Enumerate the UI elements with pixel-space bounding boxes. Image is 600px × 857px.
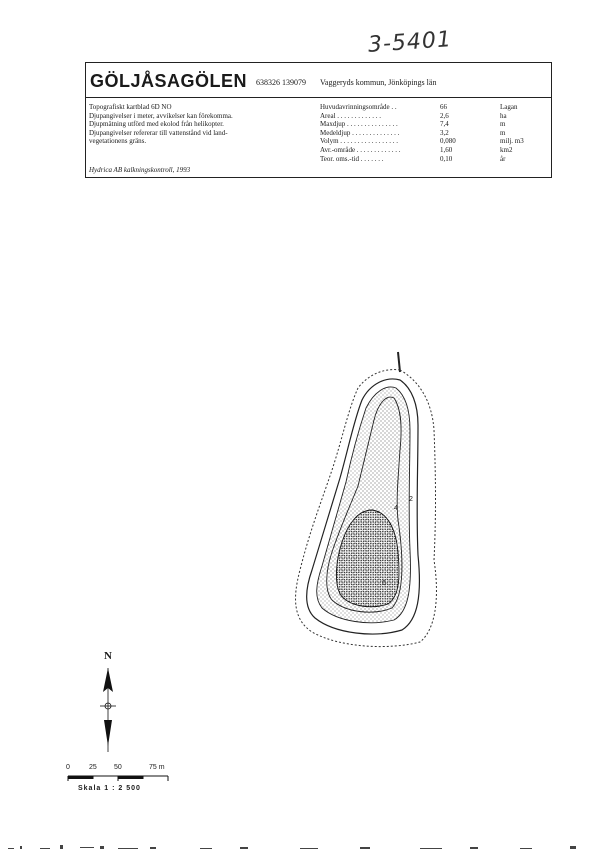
- stat-unit: km2: [500, 145, 513, 154]
- scale-bar: [68, 776, 168, 781]
- scan-noise: [8, 845, 576, 849]
- stat-unit: Lagan: [500, 103, 518, 111]
- scale-tick-50: 50: [114, 764, 122, 771]
- scale-text: Skala 1 : 2 500: [78, 785, 141, 792]
- north-arrow-icon: [100, 668, 116, 752]
- stat-label: Areal . . . . . . . . . . . . .: [320, 111, 382, 120]
- depth-label-2: 2: [409, 496, 413, 503]
- stat-value: 1,60: [440, 145, 453, 154]
- stat-unit: ha: [500, 111, 507, 120]
- note-line: vegetationens gräns.: [89, 137, 147, 146]
- handwritten-id: 3-5401: [367, 27, 453, 58]
- stat-value: 7,4: [440, 120, 449, 129]
- scale-tick-75: 75 m: [149, 764, 165, 771]
- stat-value: 66: [440, 103, 447, 111]
- stat-unit: milj. m3: [500, 137, 524, 146]
- stat-value: 3,2: [440, 128, 449, 137]
- coordinates: 638326 139079: [256, 78, 306, 87]
- note-line: Djupangivelser i meter, avvikelser kan förekomma.: [89, 111, 233, 120]
- credit: Hydrica AB kalkningskontroll, 1993: [89, 166, 191, 174]
- stat-label: Huvudavrinningsområde . .: [320, 103, 397, 111]
- stat-label: Volym . . . . . . . . . . . . . . . . .: [320, 137, 399, 146]
- municipality: Vaggeryds kommun, Jönköpings län: [320, 78, 437, 87]
- inlet-stream: [398, 352, 400, 372]
- note-line: Djupmätning utförd med ekolod från helikopter.: [89, 120, 224, 129]
- depth-label-4: 4: [394, 505, 398, 512]
- stat-value: 0,080: [440, 137, 456, 146]
- stat-label: Teor. oms.-tid . . . . . . .: [320, 154, 384, 163]
- stat-value: 2,6: [440, 111, 449, 120]
- stat-value: 0,10: [440, 154, 453, 163]
- stat-label: Maxdjup . . . . . . . . . . . . . . .: [320, 120, 398, 129]
- stat-unit: år: [500, 154, 506, 163]
- lake-name: GÖLJÅSAGÖLEN: [90, 71, 248, 91]
- stat-label: Medeldjup . . . . . . . . . . . . . .: [320, 128, 400, 137]
- scale-tick-0: 0: [66, 764, 70, 771]
- north-label: N: [104, 650, 112, 662]
- note-line: Djupangivelser refererar till vattenstånd vid land-: [89, 128, 228, 137]
- stat-unit: m: [500, 120, 506, 129]
- depth-label-6: 6: [382, 580, 386, 587]
- stat-unit: m: [500, 128, 506, 137]
- scale-tick-25: 25: [89, 764, 97, 771]
- note-line: Topografiskt kartblad 6D NO: [89, 103, 172, 111]
- stat-label: Avr.-område . . . . . . . . . . . . .: [320, 145, 401, 154]
